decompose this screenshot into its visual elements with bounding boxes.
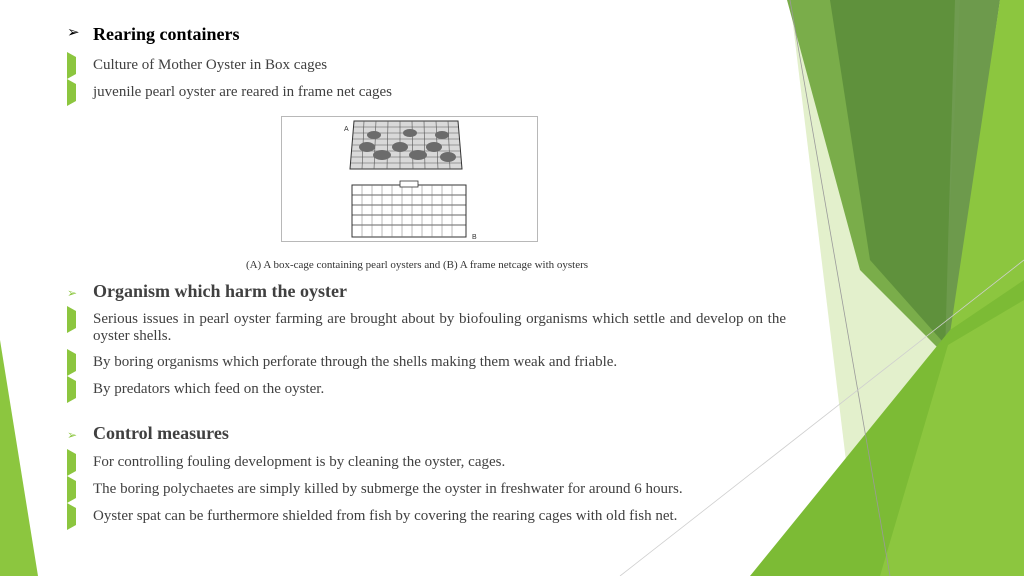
list-item: Culture of Mother Oyster in Box cages: [93, 57, 328, 73]
figure-label-b: B: [472, 234, 477, 241]
triangle-bullet-icon: [67, 381, 76, 399]
list-item: Oyster spat can be furthermore shielded from fish by covering the rearing cages with old fish net.: [93, 508, 678, 524]
triangle-bullet-icon: [67, 57, 76, 75]
list-item: By predators which feed on the oyster.: [93, 381, 325, 397]
figure-label-a: A: [344, 126, 349, 133]
cage-figure: [281, 116, 538, 242]
list-item: The boring polychaetes are simply killed by submerge the oyster in freshwater for around 6 hours.: [93, 481, 683, 497]
frame-net-cage-drawing: [352, 181, 466, 237]
section-heading-rearing: Rearing containers: [93, 24, 240, 44]
triangle-bullet-icon: [67, 481, 76, 499]
section-heading-control-measures: Control measures: [93, 423, 229, 443]
figure-caption: (A) A box-cage containing pearl oysters and (B) A frame netcage with oysters: [245, 259, 589, 271]
section-heading-harmful-organisms: Organism which harm the oyster: [93, 281, 347, 301]
triangle-bullet-icon: [67, 508, 76, 526]
arrow-bullet-icon: ➢: [67, 286, 78, 300]
triangle-bullet-icon: [67, 354, 76, 372]
arrow-bullet-icon: ➢: [67, 25, 80, 41]
cage-illustration: [282, 117, 537, 241]
triangle-bullet-icon: [67, 454, 76, 472]
list-item: For controlling fouling development is by cleaning the oyster, cages.: [93, 454, 506, 470]
list-item: Serious issues in pearl oyster farming are brought about by biofouling organisms which settle and develop on the oyster shells.: [93, 311, 786, 344]
list-item: By boring organisms which perforate through the shells making them weak and friable.: [93, 354, 618, 370]
box-cage-drawing: [350, 121, 462, 169]
list-item: juvenile pearl oyster are reared in frame net cages: [93, 84, 393, 100]
triangle-bullet-icon: [67, 84, 76, 102]
triangle-bullet-icon: [67, 311, 76, 329]
arrow-bullet-icon: ➢: [67, 428, 78, 442]
